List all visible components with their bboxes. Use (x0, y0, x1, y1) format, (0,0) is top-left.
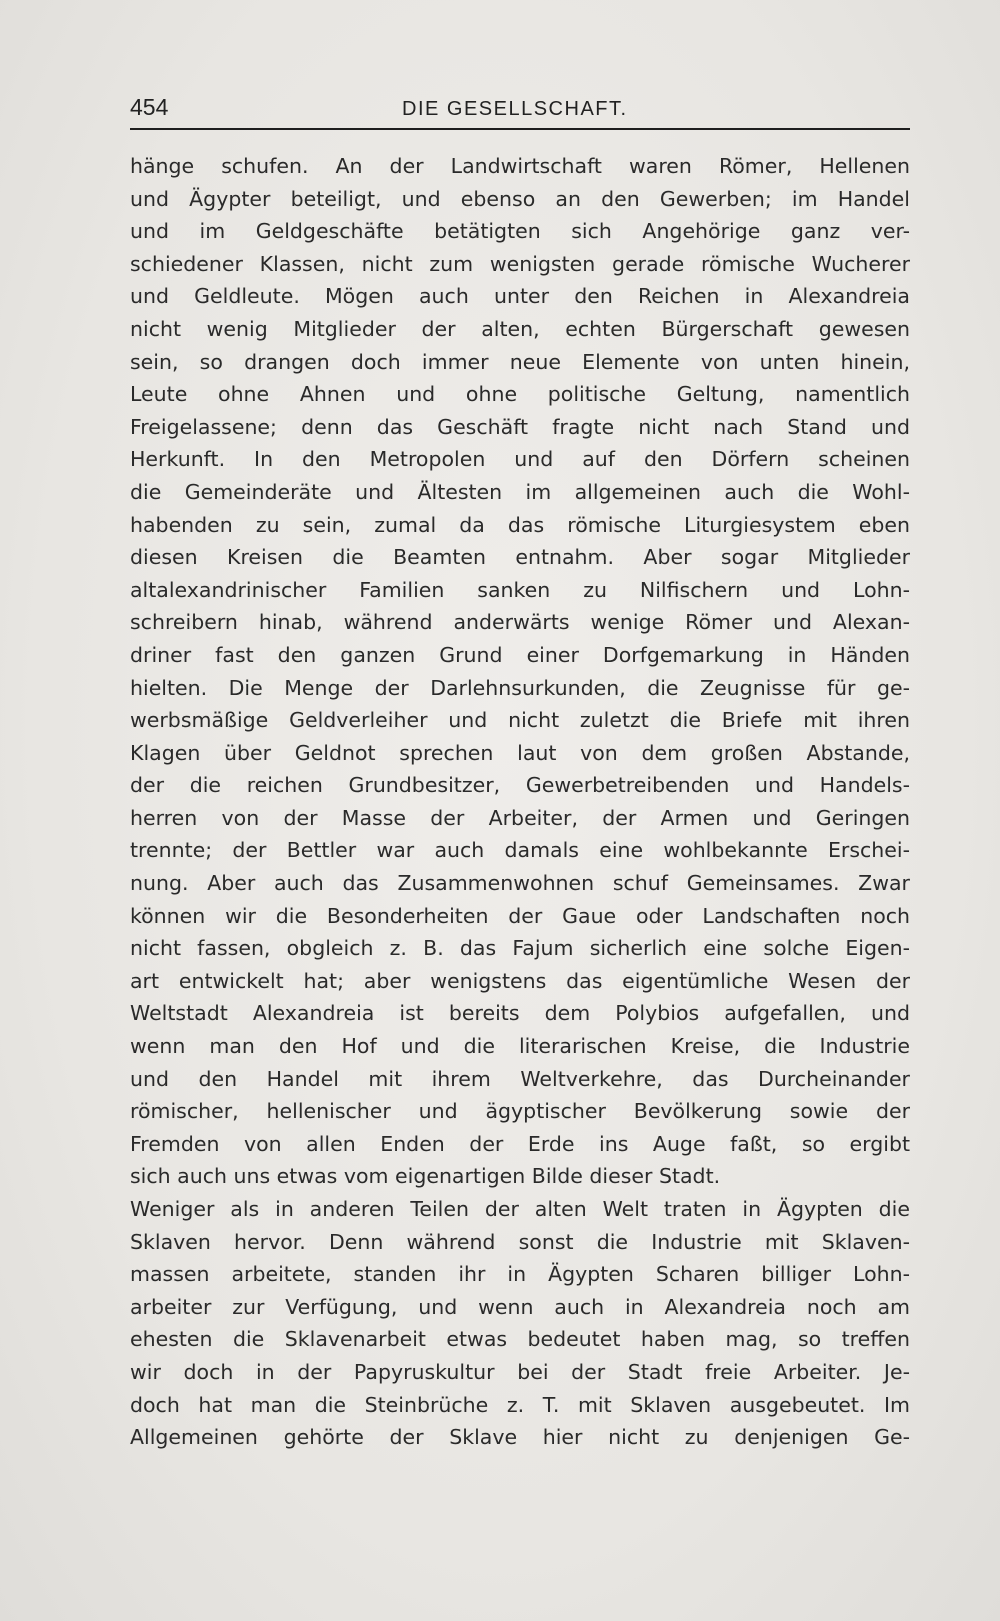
text-line: schiedener Klassen, nicht zum wenigsten gerade römische Wucherer (130, 251, 910, 276)
text-line: nicht fassen, obgleich z. B. das Fajum sicherlich eine solche Eigen- (130, 936, 910, 961)
text-line: Herkunft. In den Metropolen und auf den Dörfern scheinen (130, 447, 910, 472)
text-line: und den Handel mit ihrem Weltverkehre, das Durcheinander (130, 1066, 910, 1091)
text-line: massen arbeitete, standen ihr in Ägypten Scharen billiger Lohn- (130, 1262, 910, 1287)
text-line: sich auch uns etwas vom eigenartigen Bilde dieser Stadt. (130, 1164, 721, 1189)
text-line: Fremden von allen Enden der Erde ins Auge faßt, so ergibt (130, 1131, 910, 1156)
text-line: doch hat man die Steinbrüche z. T. mit Sklaven ausgebeutet. Im (130, 1392, 910, 1417)
text-line: Allgemeinen gehörte der Sklave hier nicht zu denjenigen Ge- (130, 1425, 910, 1450)
running-title: DIE GESELLSCHAFT. (402, 98, 628, 120)
body-text (130, 150, 910, 1454)
text-line: Leute ohne Ahnen und ohne politische Geltung, namentlich (130, 382, 910, 407)
text-line: wir doch in der Papyruskultur bei der Stadt freie Arbeiter. Je- (130, 1359, 910, 1384)
text-line: werbsmäßige Geldverleiher und nicht zuletzt die Briefe mit ihren (130, 708, 910, 733)
text-line: nicht wenig Mitglieder der alten, echten Bürgerschaft gewesen (130, 316, 910, 341)
text-line: hielten. Die Menge der Darlehnsurkunden, die Zeugnisse für ge- (130, 675, 910, 700)
text-line: hänge schufen. An der Landwirtschaft waren Römer, Hellenen (130, 154, 910, 178)
text-line: arbeiter zur Verfügung, und wenn auch in Alexandreia noch am (130, 1294, 910, 1319)
text-line: Weniger als in anderen Teilen der alten Welt traten in Ägypten die (130, 1197, 910, 1221)
text-line: driner fast den ganzen Grund einer Dorfgemarkung in Händen (130, 642, 910, 667)
text-line: und Ägypter beteiligt, und ebenso an den Gewerben; im Handel (130, 186, 910, 211)
text-line: art entwickelt hat; aber wenigstens das eigentümliche Wesen der (130, 968, 910, 993)
text-line: die Gemeinderäte und Ältesten im allgemeinen auch die Wohl- (130, 479, 910, 504)
text-line: und im Geldgeschäfte betätigten sich Angehörige ganz ver- (130, 219, 910, 244)
page-header (130, 88, 910, 130)
text-line: und Geldleute. Mögen auch unter den Reichen in Alexandreia (130, 284, 910, 309)
text-line: diesen Kreisen die Beamten entnahm. Aber sogar Mitglieder (130, 545, 910, 570)
text-line: der die reichen Grundbesitzer, Gewerbetreibenden und Handels- (130, 773, 910, 798)
text-line: ehesten die Sklavenarbeit etwas bedeutet haben mag, so treffen (130, 1327, 910, 1352)
text-line: habenden zu sein, zumal da das römische Liturgiesystem eben (130, 512, 910, 537)
text-line: altalexandrinischer Familien sanken zu Nilfischern und Lohn- (130, 577, 910, 602)
text-line: trennte; der Bettler war auch damals eine wohlbekannte Erschei- (130, 838, 910, 863)
text-line: wenn man den Hof und die literarischen Kreise, die Industrie (130, 1034, 910, 1059)
text-line: herren von der Masse der Arbeiter, der Armen und Geringen (130, 805, 910, 830)
text-line: Klagen über Geldnot sprechen laut von dem großen Abstande, (130, 740, 910, 765)
text-line: Sklaven hervor. Denn während sonst die Industrie mit Sklaven- (130, 1229, 910, 1254)
text-line: Weltstadt Alexandreia ist bereits dem Polybios aufgefallen, und (130, 1001, 910, 1026)
text-line: können wir die Besonderheiten der Gaue oder Landschaften noch (130, 903, 910, 928)
text-line: sein, so drangen doch immer neue Elemente von unten hinein, (130, 349, 910, 374)
text-line: römischer, hellenischer und ägyptischer Bevölkerung sowie der (130, 1099, 910, 1124)
page-number: 454 (130, 94, 169, 120)
text-line: nung. Aber auch das Zusammenwohnen schuf Gemeinsames. Zwar (130, 871, 910, 896)
text-line: Freigelassene; denn das Geschäft fragte nicht nach Stand und (130, 414, 910, 439)
text-line: schreibern hinab, während anderwärts wenige Römer und Alexan- (130, 610, 910, 635)
